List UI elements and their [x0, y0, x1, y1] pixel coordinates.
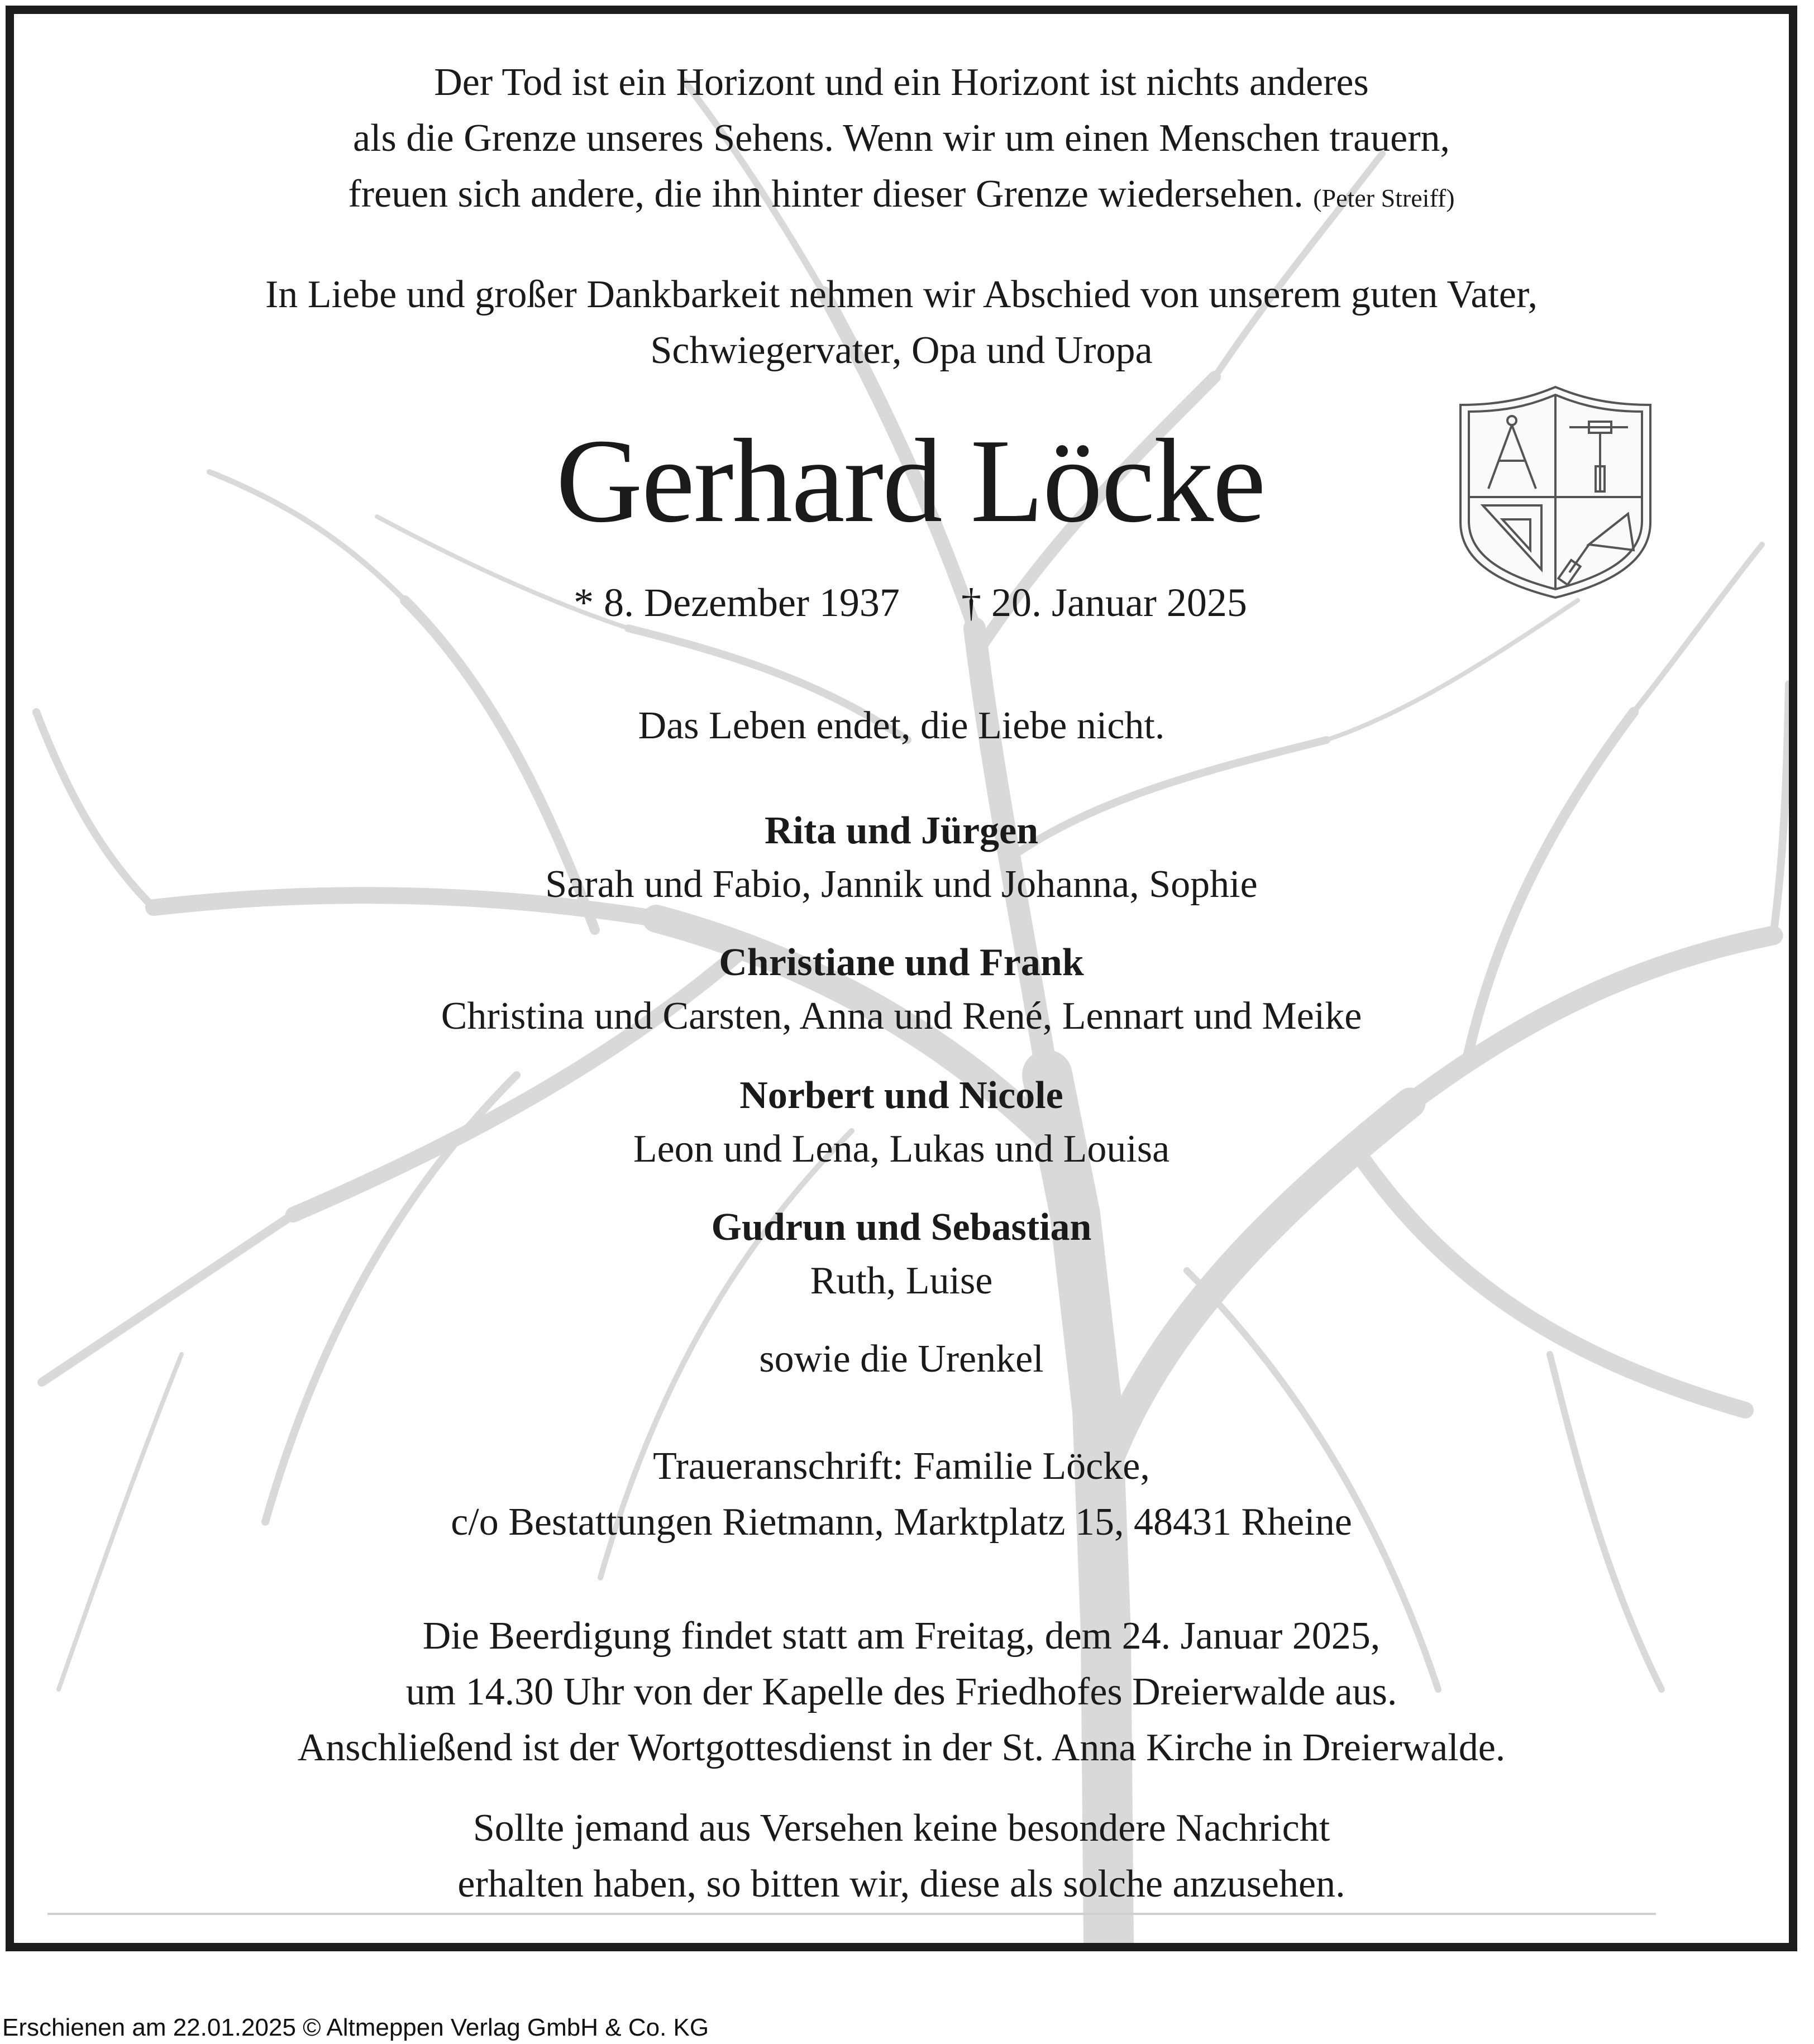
family-heading-2: Christiane und Frank [719, 941, 1084, 984]
publication-footer: Erschienen am 22.01.2025 © Altmeppen Verlag GmbH & Co. KG [2, 2014, 709, 2041]
address-line-1: Traueranschrift: Familie Löcke, [653, 1445, 1150, 1488]
quote-line-1: Der Tod ist ein Horizont und ein Horizont ist nichts anderes [434, 61, 1369, 104]
family-heading-3: Norbert und Nicole [739, 1074, 1063, 1117]
birth-date: * 8. Dezember 1937 [574, 580, 900, 625]
family-members-1: Sarah und Fabio, Jannik und Johanna, Sophie [545, 863, 1258, 906]
family-members-3: Leon und Lena, Lukas und Louisa [633, 1128, 1170, 1171]
quote-line-3-text: freuen sich andere, die ihn hinter dieser Grenze wiedersehen. [348, 173, 1304, 216]
intro-line-1: In Liebe und großer Dankbarkeit nehmen wir Abschied von unserem guten Vater, [265, 273, 1538, 316]
motto: Das Leben endet, die Liebe nicht. [638, 704, 1165, 747]
quote-author: (Peter Streiff) [1313, 184, 1455, 212]
notice-line-1: Sollte jemand aus Versehen keine besondere Nachricht [472, 1807, 1330, 1850]
great-grandchildren: sowie die Urenkel [759, 1338, 1044, 1381]
guild-crest-icon [1449, 383, 1662, 600]
quote-line-3 [14, 175, 1789, 214]
family-heading-4: Gudrun und Sebastian [711, 1206, 1092, 1249]
deceased-name: Gerhard Löcke [556, 414, 1265, 547]
funeral-line-2: um 14.30 Uhr von der Kapelle des Friedhofes Dreierwalde aus. [405, 1670, 1397, 1713]
quote-line-2: als die Grenze unseres Sehens. Wenn wir um einen Menschen trauern, [352, 117, 1450, 160]
family-members-4: Ruth, Luise [810, 1259, 993, 1302]
funeral-line-3: Anschließend ist der Wortgottesdienst in der St. Anna Kirche in Dreierwalde. [297, 1726, 1506, 1769]
address-line-2: c/o Bestattungen Rietmann, Marktplatz 15, 48431 Rheine [451, 1501, 1352, 1544]
family-members-2: Christina und Carsten, Anna und René, Lennart und Meike [441, 995, 1362, 1038]
life-dates [14, 582, 1797, 623]
bottom-divider [47, 1913, 1656, 1915]
intro-line-2: Schwiegervater, Opa und Uropa [650, 329, 1153, 372]
death-date: † 20. Januar 2025 [961, 580, 1247, 625]
funeral-line-1: Die Beerdigung findet statt am Freitag, dem 24. Januar 2025, [422, 1615, 1381, 1658]
family-heading-1: Rita und Jürgen [764, 809, 1039, 852]
notice-line-2: erhalten haben, so bitten wir, diese als solche anzusehen. [457, 1862, 1345, 1905]
obituary-frame [6, 6, 1797, 1951]
